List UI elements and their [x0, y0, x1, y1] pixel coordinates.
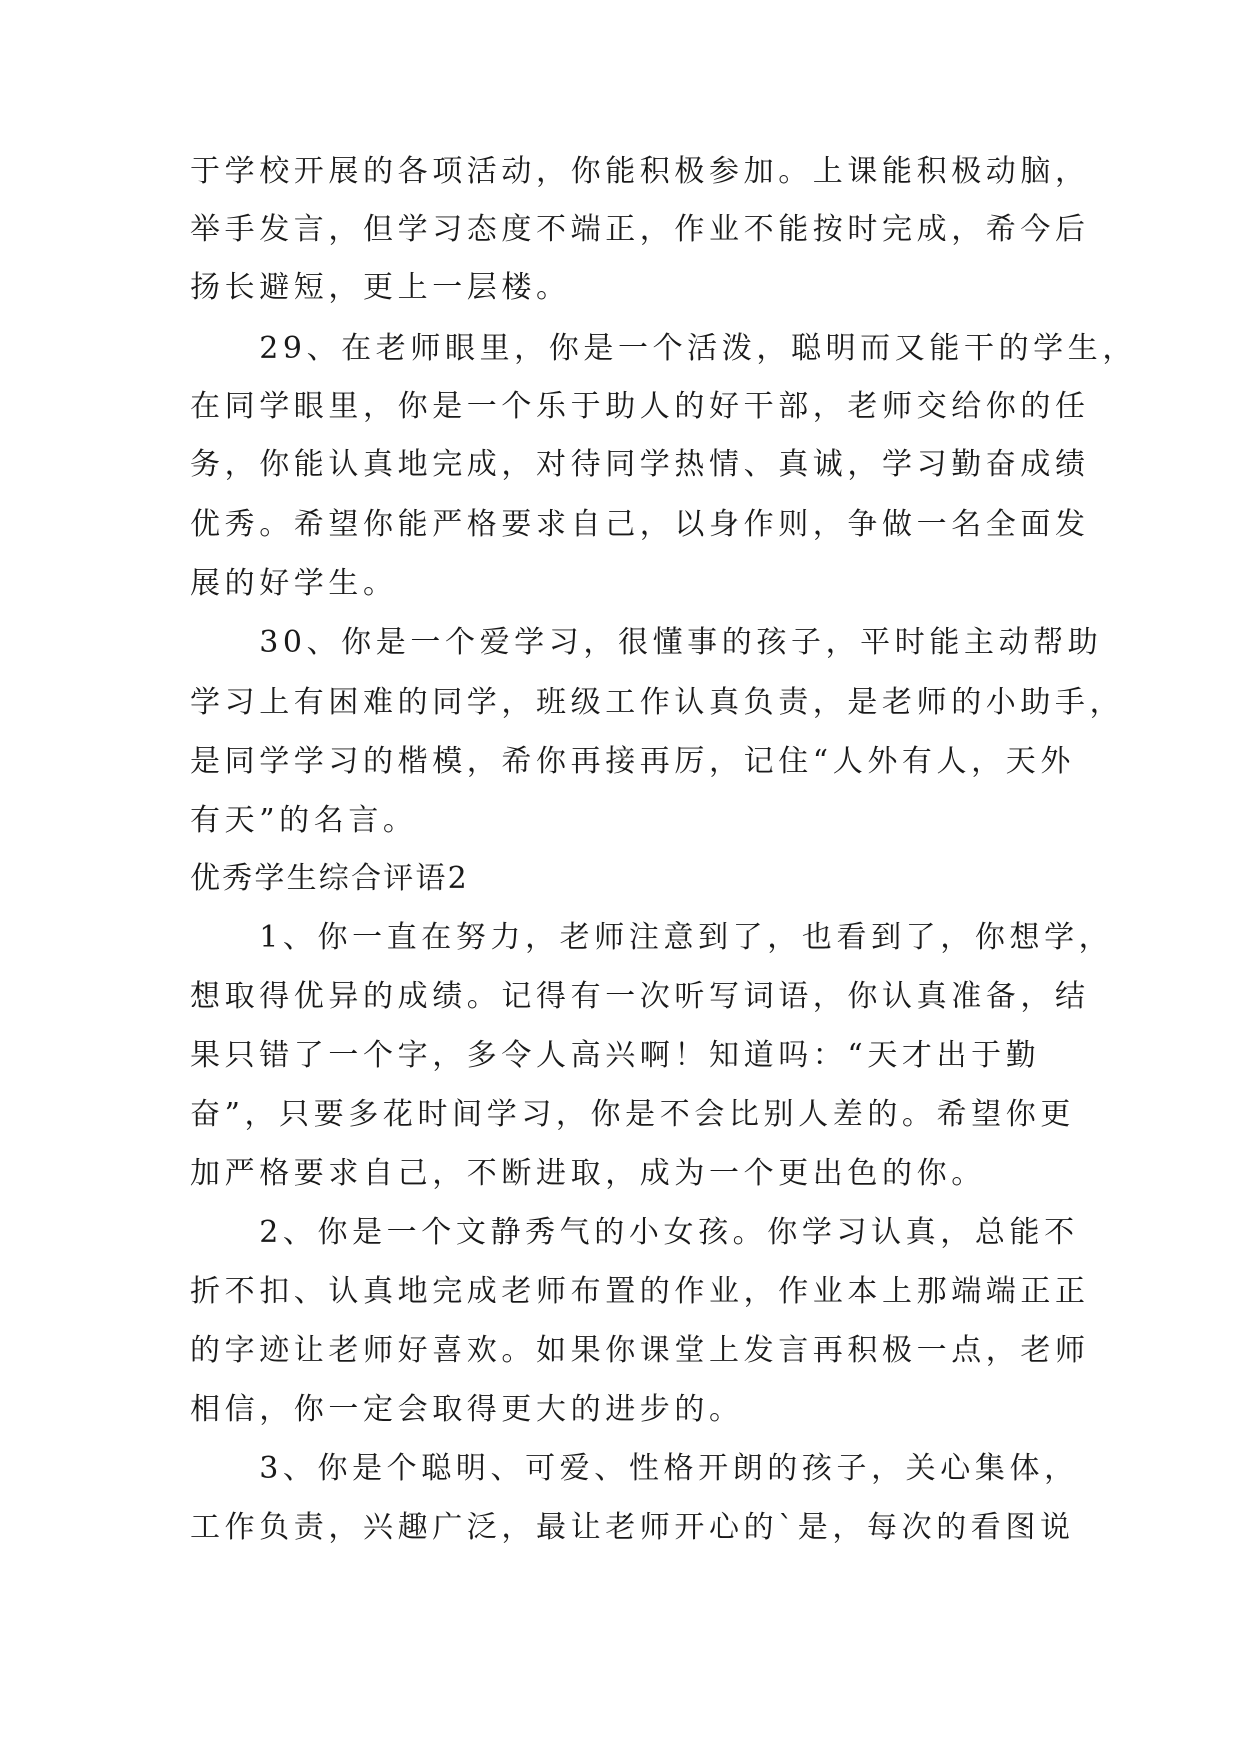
text-line: 相信，你一定会取得更大的进步的。 — [190, 1392, 744, 1427]
text-line: 奋”，只要多花时间学习，你是不会比别人差的。希望你更 — [190, 1097, 1075, 1132]
text-line: 工作负责，兴趣广泛，最让老师开心的`是，每次的看图说 — [190, 1510, 1075, 1545]
text-line: 加严格要求自己，不断进取，成为一个更出色的你。 — [190, 1156, 986, 1191]
text-line: 扬长避短，更上一层楼。 — [190, 270, 571, 305]
text-line: 优秀。希望你能严格要求自己，以身作则，争做一名全面发 — [190, 507, 1090, 542]
text-line: 的字迹让老师好喜欢。如果你课堂上发言再积极一点，老师 — [190, 1333, 1090, 1368]
text-line: 折不扣、认真地完成老师布置的作业，作业本上那端端正正 — [190, 1274, 1090, 1309]
text-line: 1、你一直在努力，老师注意到了，也看到了，你想学， — [190, 920, 1114, 955]
text-line: 有天”的名言。 — [190, 803, 418, 838]
text-line: 是同学学习的楷模，希你再接再厉，记住“人外有人，天外 — [190, 744, 1075, 779]
text-line: 展的好学生。 — [190, 566, 398, 601]
section-heading: 优秀学生综合评语2 — [190, 861, 469, 896]
text-line: 3、你是个聪明、可爱、性格开朗的孩子，关心集体， — [190, 1451, 1079, 1486]
text-line: 果只错了一个字，多令人高兴啊！知道吗：“天才出于勤 — [190, 1038, 1041, 1073]
text-line: 在同学眼里，你是一个乐于助人的好干部，老师交给你的任 — [190, 389, 1090, 424]
text-line: 举手发言，但学习态度不端正，作业不能按时完成，希今后 — [190, 212, 1090, 247]
text-line: 务，你能认真地完成，对待同学热情、真诚，学习勤奋成绩 — [190, 447, 1090, 482]
text-line: 29、在老师眼里，你是一个活泼，聪明而又能干的学生， — [190, 331, 1137, 366]
text-line: 30、你是一个爱学习，很懂事的孩子，平时能主动帮助 — [190, 625, 1103, 660]
text-line: 于学校开展的各项活动，你能积极参加。上课能积极动脑， — [190, 154, 1090, 189]
text-line: 学习上有困难的同学，班级工作认真负责，是老师的小助手， — [190, 685, 1125, 720]
text-line: 想取得优异的成绩。记得有一次听写词语，你认真准备，结 — [190, 979, 1090, 1014]
text-line: 2、你是一个文静秀气的小女孩。你学习认真，总能不 — [190, 1215, 1079, 1250]
